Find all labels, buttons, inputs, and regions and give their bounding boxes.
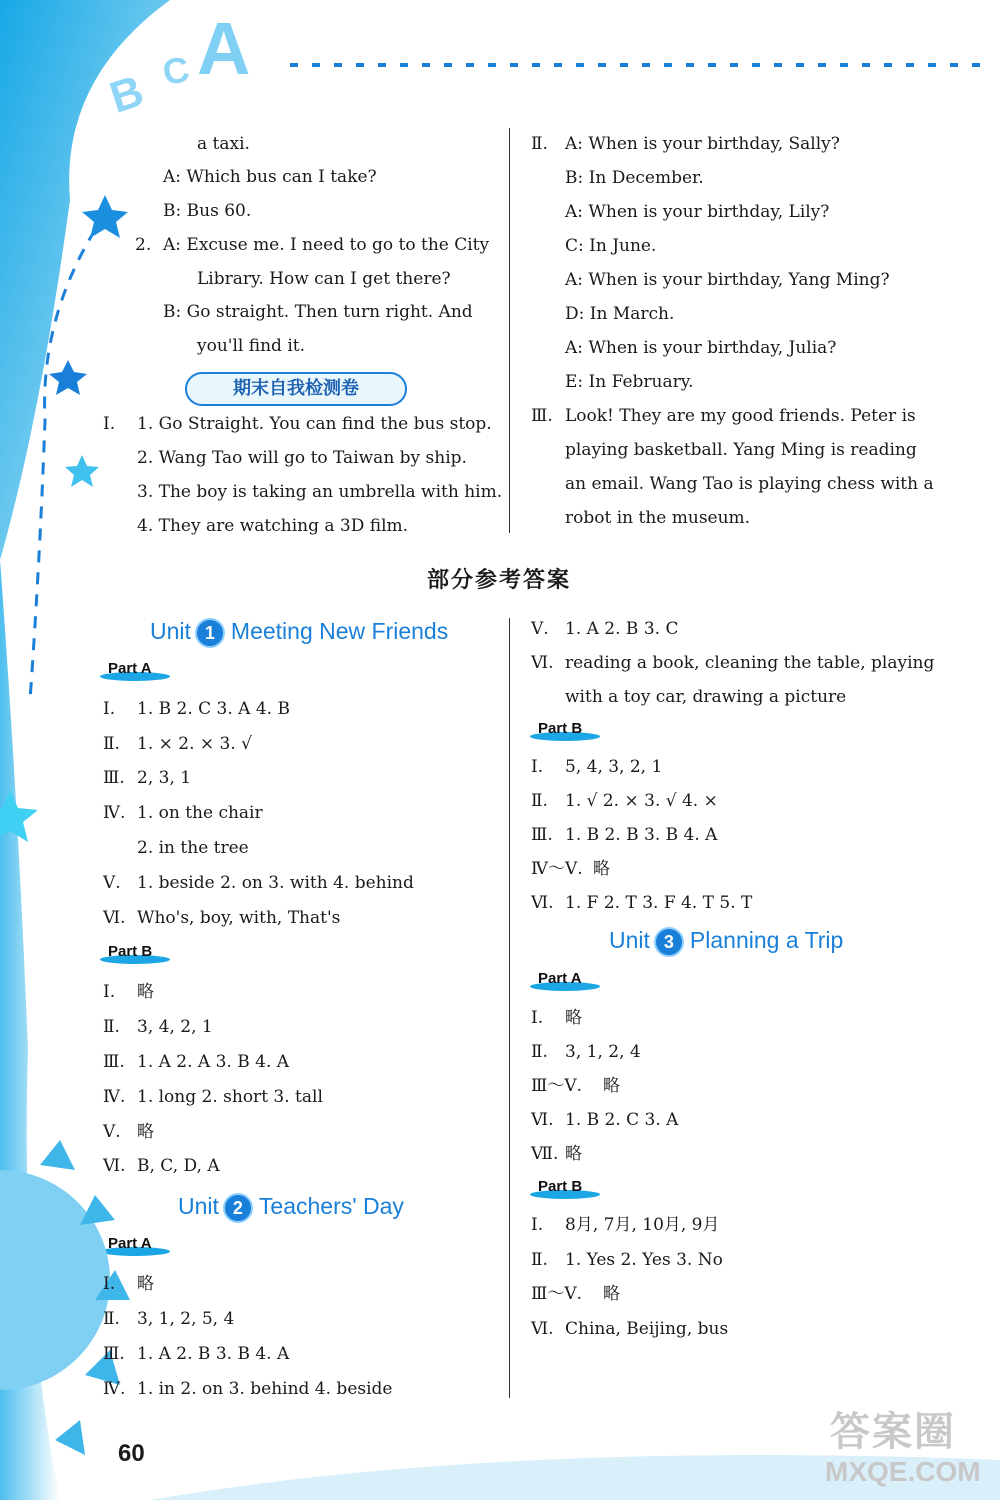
text-line: Ⅳ. 1. long 2. short 3. tall xyxy=(103,1087,323,1107)
part-a-label: Part A xyxy=(108,1235,152,1252)
text-line: B: Bus 60. xyxy=(163,201,252,221)
text-line: a taxi. xyxy=(197,134,250,154)
text-line: Ⅲ～Ⅴ. 略 xyxy=(531,1076,620,1096)
text-line: an email. Wang Tao is playing chess with a xyxy=(565,474,934,494)
text-line: Ⅵ. Who's, boy, with, That's xyxy=(103,908,341,928)
text-line: Ⅲ. Look! They are my good friends. Peter is xyxy=(531,406,916,426)
text-line: 4. They are watching a 3D film. xyxy=(137,516,409,536)
text-line: Ⅱ. 1. × 2. × 3. √ xyxy=(103,734,252,754)
final-test-title: 期末自我检测卷 xyxy=(185,372,407,406)
unit-number-badge: 1 xyxy=(195,618,225,648)
text-line: Ⅱ. 3, 1, 2, 4 xyxy=(531,1042,641,1062)
text-line: 2. in the tree xyxy=(137,838,249,858)
unit-number-badge: 3 xyxy=(654,927,684,957)
watermark-url: MXQE.COM xyxy=(825,1456,981,1487)
text-line: B: In December. xyxy=(565,168,704,188)
column-divider xyxy=(509,618,510,1398)
text-line: 2. Wang Tao will go to Taiwan by ship. xyxy=(137,448,467,468)
text-line: Ⅵ. 1. F 2. T 3. F 4. T 5. T xyxy=(531,893,753,913)
star-icon xyxy=(49,360,87,395)
text-line: 3. The boy is taking an umbrella with him. xyxy=(137,482,503,502)
text-line: Ⅴ. 1. beside 2. on 3. with 4. behind xyxy=(103,873,414,893)
text-line: Ⅲ～Ⅴ. 略 xyxy=(531,1284,620,1304)
part-a-label: Part A xyxy=(538,970,582,987)
text-line: you'll find it. xyxy=(197,336,305,356)
text-line: A: When is your birthday, Yang Ming? xyxy=(565,270,890,290)
text-line: Ⅲ. 1. A 2. A 3. B 4. A xyxy=(103,1052,290,1072)
text-line: Ⅰ. 略 xyxy=(103,982,154,1002)
part-b-label: Part B xyxy=(538,720,582,737)
text-line: A: Which bus can I take? xyxy=(163,167,377,187)
unit-number-badge: 2 xyxy=(223,1193,253,1223)
text-line: B: Go straight. Then turn right. And xyxy=(163,302,473,322)
watermark-logo: 答案圈 xyxy=(830,1409,956,1455)
text-line: Ⅰ. 8月, 7月, 10月, 9月 xyxy=(531,1215,720,1235)
text-line: Ⅴ. 略 xyxy=(103,1122,154,1142)
unit-1-heading: Unit 1 Meeting New Friends xyxy=(150,618,448,648)
text-line: A: When is your birthday, Lily? xyxy=(565,202,830,222)
text-line: 2. A: Excuse me. I need to go to the City xyxy=(135,235,490,255)
unit-2-heading: Unit 2 Teachers' Day xyxy=(178,1193,404,1223)
text-line: Ⅱ. 3, 1, 2, 5, 4 xyxy=(103,1309,235,1329)
header-letter-b: B xyxy=(104,66,150,123)
text-line: Ⅰ. 1. B 2. C 3. A 4. B xyxy=(103,699,290,719)
text-line: Ⅳ～Ⅴ. 略 xyxy=(531,859,610,879)
text-line: Ⅰ. 略 xyxy=(103,1274,154,1294)
text-line: Ⅰ. 5, 4, 3, 2, 1 xyxy=(531,757,663,777)
part-b-label: Part B xyxy=(108,943,152,960)
text-line: playing basketball. Yang Ming is reading xyxy=(565,440,917,460)
text-line: Ⅵ. China, Beijing, bus xyxy=(531,1319,729,1339)
text-line: Ⅰ. 略 xyxy=(531,1008,582,1028)
text-line: Ⅵ. reading a book, cleaning the table, playing xyxy=(531,653,935,673)
unit-3-heading: Unit 3 Planning a Trip xyxy=(609,927,843,957)
text-line: Library. How can I get there? xyxy=(197,269,451,289)
part-b-label: Part B xyxy=(538,1178,582,1195)
text-line: D: In March. xyxy=(565,304,675,324)
text-line: Ⅶ. 略 xyxy=(531,1144,582,1164)
text-line: Ⅱ. 1. √ 2. × 3. √ 4. × xyxy=(531,791,718,811)
star-icon xyxy=(82,195,128,238)
header-letter-a: A xyxy=(197,7,251,90)
text-line: robot in the museum. xyxy=(565,508,751,528)
text-line: with a toy car, drawing a picture xyxy=(565,687,847,707)
text-line: Ⅲ. 2, 3, 1 xyxy=(103,768,192,788)
text-line: Ⅳ. 1. in 2. on 3. behind 4. beside xyxy=(103,1379,393,1399)
page-number: 60 xyxy=(118,1440,145,1467)
text-line: Ⅴ. 1. A 2. B 3. C xyxy=(531,619,679,639)
text-line: Ⅳ. 1. on the chair xyxy=(103,803,263,823)
star-icon xyxy=(65,455,99,487)
part-a-label: Part A xyxy=(108,660,152,677)
text-line: E: In February. xyxy=(565,372,694,392)
header-letter-c: C xyxy=(159,48,193,93)
answers-section-title: 部分参考答案 xyxy=(427,568,572,593)
text-line: Ⅱ. A: When is your birthday, Sally? xyxy=(531,134,840,154)
text-line: Ⅰ. 1. Go Straight. You can find the bus stop. xyxy=(103,414,492,434)
text-line: Ⅵ. 1. B 2. C 3. A xyxy=(531,1110,679,1130)
column-divider xyxy=(509,128,510,533)
text-line: Ⅱ. 1. Yes 2. Yes 3. No xyxy=(531,1250,723,1270)
text-line: Ⅱ. 3, 4, 2, 1 xyxy=(103,1017,213,1037)
text-line: A: When is your birthday, Julia? xyxy=(565,338,837,358)
text-line: Ⅲ. 1. B 2. B 3. B 4. A xyxy=(531,825,718,845)
text-line: Ⅵ. B, C, D, A xyxy=(103,1156,220,1176)
header-letters xyxy=(104,7,265,123)
text-line: Ⅲ. 1. A 2. B 3. B 4. A xyxy=(103,1344,290,1364)
text-line: C: In June. xyxy=(565,236,657,256)
